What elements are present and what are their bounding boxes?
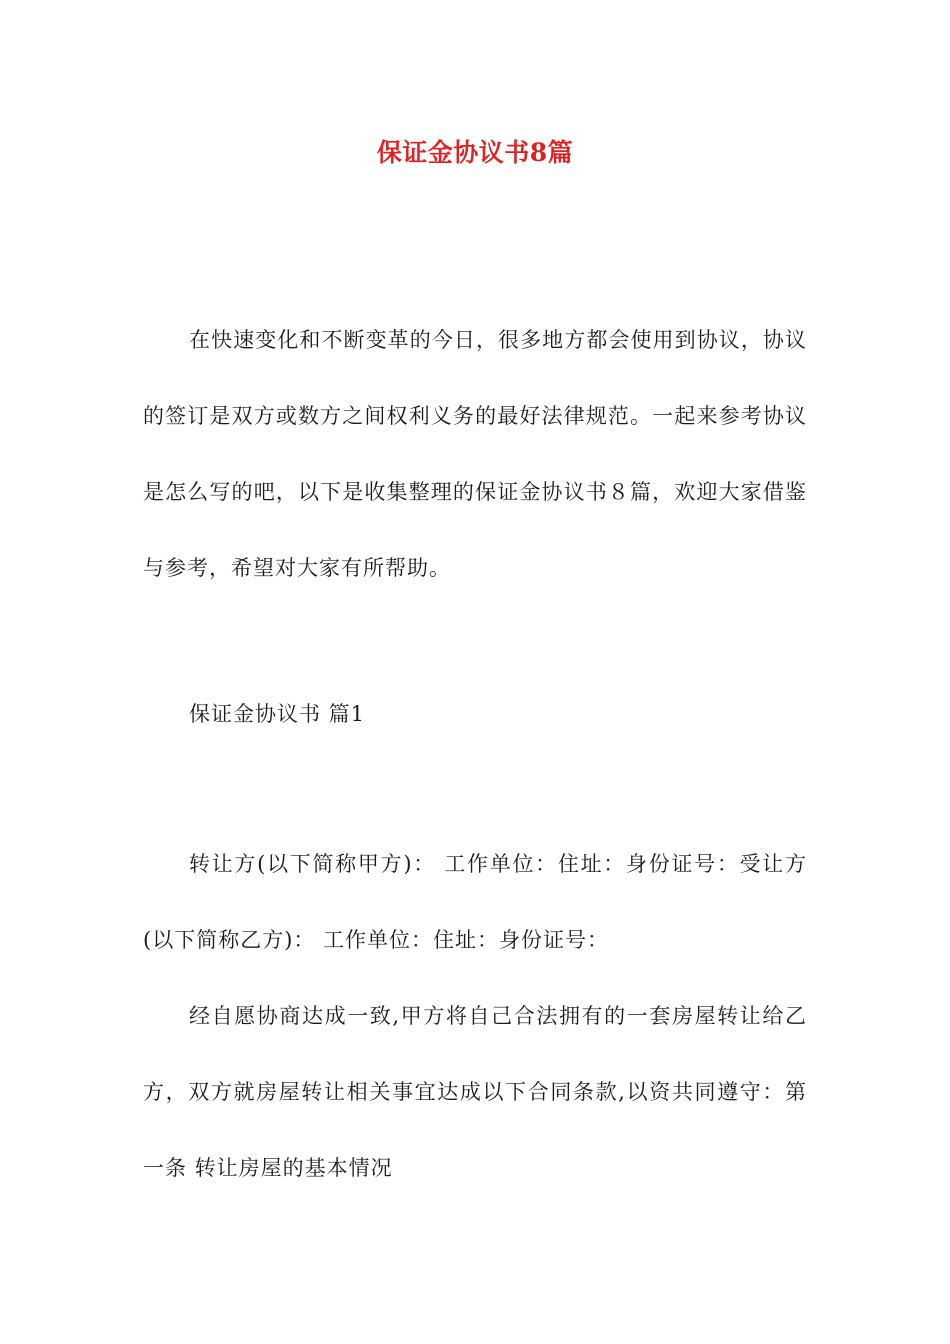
intro-paragraph: 在快速变化和不断变革的今日，很多地方都会使用到协议，协议的签订是双方或数方之间权利义务的最好法律规范。一起来参考协议是怎么写的吧，以下是收集整理的保证金协议书８篇，欢迎大家借鉴与参考，希望对大家有所帮助。 xyxy=(143,328,807,580)
document-title: 保证金协议书8篇 xyxy=(376,138,574,167)
section-heading: 保证金协议书 篇1 xyxy=(189,702,366,726)
parties-paragraph: 转让方(以下简称甲方)： 工作单位：住址：身份证号：受让方(以下简称乙方)： 工作单位：住址：身份证号： xyxy=(143,852,807,952)
agreement-paragraph: 经自愿协商达成一致,甲方将自己合法拥有的一套房屋转让给乙方，双方就房屋转让相关事宜达成以下合同条款,以资共同遵守：第一条 转让房屋的基本情况 xyxy=(143,1004,807,1180)
